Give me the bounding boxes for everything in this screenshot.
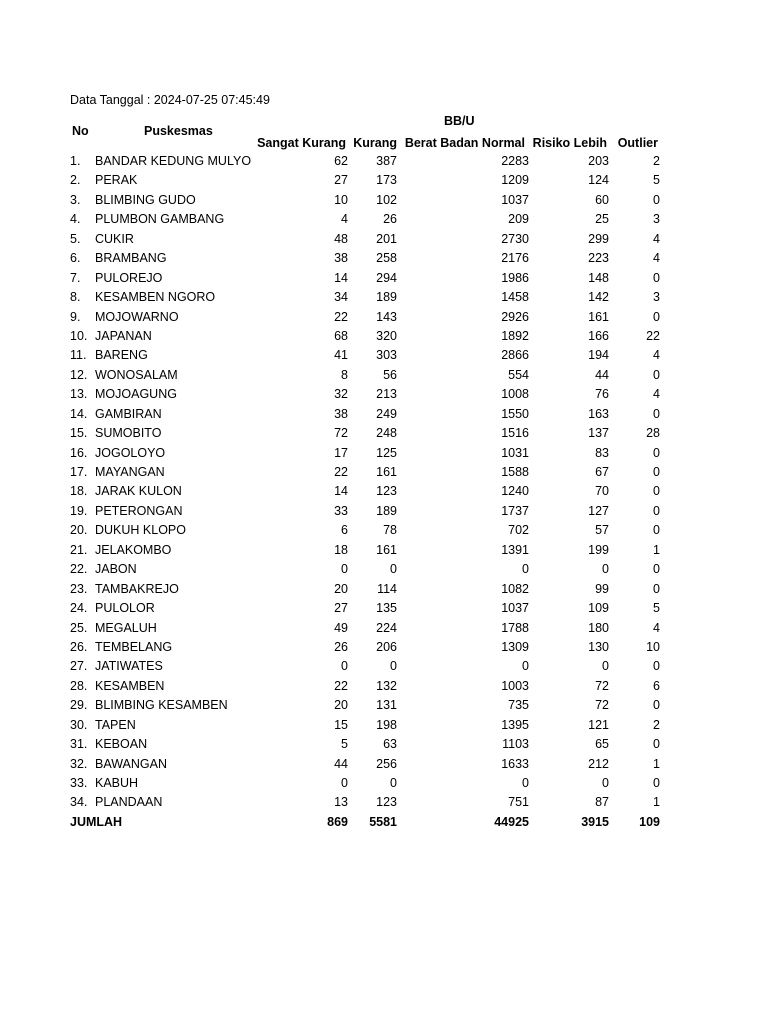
table-row — [0, 210, 768, 229]
column-header-sangat-kurang: Sangat Kurang — [257, 136, 346, 150]
row-number: 30. — [70, 717, 88, 732]
kurang-value: 201 — [376, 231, 397, 246]
row-number: 10. — [70, 328, 88, 343]
table-row — [0, 502, 768, 521]
risiko-lebih-value: 72 — [595, 698, 609, 713]
sangat-kurang-value: 62 — [334, 154, 348, 168]
row-number: 14. — [70, 406, 88, 421]
risiko-lebih-value: 83 — [595, 445, 609, 460]
outlier-value: 22 — [646, 328, 660, 343]
kurang-value: 294 — [376, 270, 397, 285]
berat-badan-normal-value: 2730 — [501, 231, 529, 246]
table-row — [0, 638, 768, 657]
berat-badan-normal-value: 554 — [508, 367, 529, 382]
row-number: 9. — [70, 309, 81, 324]
outlier-value: 0 — [653, 776, 660, 790]
table-row — [0, 288, 768, 307]
kurang-value: 213 — [376, 387, 397, 402]
row-number: 11. — [70, 348, 87, 363]
row-number: 15. — [70, 426, 88, 441]
puskesmas-name: MOJOAGUNG — [95, 387, 177, 402]
table-row — [0, 405, 768, 424]
total-sangat-kurang: 869 — [327, 815, 348, 829]
table-row — [0, 152, 768, 171]
row-number: 34. — [70, 795, 88, 810]
table-row — [0, 541, 768, 560]
total-label: JUMLAH — [70, 815, 123, 829]
puskesmas-name: BRAMBANG — [95, 251, 167, 266]
row-number: 7. — [70, 270, 81, 285]
risiko-lebih-value: 203 — [588, 154, 609, 168]
outlier-value: 3 — [653, 290, 660, 305]
berat-badan-normal-value: 1788 — [501, 620, 529, 635]
risiko-lebih-value: 161 — [588, 309, 609, 324]
outlier-value: 4 — [653, 251, 660, 266]
berat-badan-normal-value: 1082 — [501, 581, 529, 596]
risiko-lebih-value: 87 — [595, 795, 609, 810]
table-row — [0, 482, 768, 501]
table-row — [0, 677, 768, 696]
sangat-kurang-value: 0 — [341, 659, 348, 674]
outlier-value: 0 — [653, 445, 660, 460]
risiko-lebih-value: 109 — [588, 601, 609, 616]
outlier-value: 2 — [653, 717, 660, 732]
berat-badan-normal-value: 1003 — [501, 678, 529, 693]
table-row — [0, 327, 768, 346]
row-number: 8. — [70, 290, 81, 305]
puskesmas-name: TAPEN — [95, 717, 136, 732]
sangat-kurang-value: 27 — [334, 601, 348, 616]
berat-badan-normal-value: 2176 — [501, 251, 529, 266]
outlier-value: 1 — [653, 756, 660, 771]
row-number: 33. — [70, 776, 88, 790]
outlier-value: 4 — [653, 231, 660, 246]
table-row — [0, 716, 768, 735]
berat-badan-normal-value: 0 — [522, 659, 529, 674]
row-number: 2. — [70, 173, 81, 188]
outlier-value: 0 — [653, 659, 660, 674]
sangat-kurang-value: 44 — [334, 756, 348, 771]
total-berat-badan-normal: 44925 — [494, 815, 529, 829]
berat-badan-normal-value: 1209 — [501, 173, 529, 188]
risiko-lebih-value: 65 — [595, 737, 609, 752]
table-row — [0, 463, 768, 482]
row-number: 4. — [70, 212, 81, 227]
outlier-value: 0 — [653, 737, 660, 752]
kurang-value: 173 — [376, 173, 397, 188]
risiko-lebih-value: 137 — [588, 426, 609, 441]
outlier-value: 5 — [653, 601, 660, 616]
outlier-value: 4 — [653, 348, 660, 363]
outlier-value: 0 — [653, 581, 660, 596]
table-row — [0, 308, 768, 327]
outlier-value: 3 — [653, 212, 660, 227]
puskesmas-name: JOGOLOYO — [95, 445, 166, 460]
sangat-kurang-value: 15 — [334, 717, 348, 732]
outlier-value: 0 — [653, 270, 660, 285]
puskesmas-name: KABUH — [95, 776, 139, 790]
table-row — [0, 444, 768, 463]
risiko-lebih-value: 70 — [595, 484, 609, 499]
column-header-kurang: Kurang — [353, 136, 397, 150]
row-number: 20. — [70, 523, 88, 538]
table-row — [0, 735, 768, 754]
sangat-kurang-value: 38 — [334, 406, 348, 421]
sangat-kurang-value: 18 — [334, 542, 348, 557]
sangat-kurang-value: 26 — [334, 639, 348, 654]
row-number: 27. — [70, 659, 88, 674]
puskesmas-name: BLIMBING KESAMBEN — [95, 698, 228, 713]
table-row — [0, 191, 768, 210]
kurang-value: 135 — [376, 601, 397, 616]
data-timestamp: Data Tanggal : 2024-07-25 07:45:49 — [70, 93, 270, 107]
kurang-value: 0 — [390, 562, 397, 577]
outlier-value: 4 — [653, 387, 660, 402]
risiko-lebih-value: 223 — [588, 251, 609, 266]
outlier-value: 10 — [646, 639, 660, 654]
puskesmas-name: PLUMBON GAMBANG — [95, 212, 225, 227]
kurang-value: 224 — [376, 620, 397, 635]
risiko-lebih-value: 212 — [588, 756, 609, 771]
outlier-value: 2 — [653, 154, 660, 168]
sangat-kurang-value: 68 — [334, 328, 348, 343]
table-row — [0, 696, 768, 715]
kurang-value: 0 — [390, 776, 397, 790]
risiko-lebih-value: 67 — [595, 465, 609, 479]
outlier-value: 0 — [653, 406, 660, 421]
row-number: 28. — [70, 678, 88, 693]
kurang-value: 114 — [377, 581, 397, 596]
row-number: 1. — [70, 154, 81, 168]
row-number: 17. — [70, 465, 88, 479]
table-row — [0, 774, 768, 793]
kurang-value: 161 — [376, 465, 397, 479]
kurang-value: 189 — [376, 290, 397, 305]
risiko-lebih-value: 180 — [588, 620, 609, 635]
risiko-lebih-value: 44 — [595, 367, 609, 382]
berat-badan-normal-value: 1031 — [501, 445, 529, 460]
row-number: 5. — [70, 231, 81, 246]
puskesmas-name: KESAMBEN NGORO — [95, 290, 216, 305]
outlier-value: 0 — [653, 523, 660, 538]
row-number: 19. — [70, 503, 88, 518]
table-row — [0, 580, 768, 599]
table-row — [0, 424, 768, 443]
kurang-value: 0 — [390, 659, 397, 674]
kurang-value: 256 — [376, 756, 397, 771]
berat-badan-normal-value: 1037 — [501, 192, 529, 207]
row-number: 23. — [70, 581, 88, 596]
row-number: 31. — [70, 737, 88, 752]
row-number: 13. — [70, 387, 88, 402]
kurang-value: 123 — [376, 484, 397, 499]
table-row — [0, 366, 768, 385]
sangat-kurang-value: 34 — [334, 290, 348, 305]
risiko-lebih-value: 124 — [588, 173, 609, 188]
puskesmas-name: WONOSALAM — [95, 367, 178, 382]
puskesmas-name: SUMOBITO — [95, 426, 162, 441]
outlier-value: 0 — [653, 192, 660, 207]
table-row — [0, 249, 768, 268]
total-outlier: 109 — [639, 815, 660, 829]
table-row — [0, 521, 768, 540]
berat-badan-normal-value: 1240 — [501, 484, 529, 499]
berat-badan-normal-value: 1516 — [501, 426, 529, 441]
outlier-value: 0 — [653, 465, 660, 479]
puskesmas-name: DUKUH KLOPO — [95, 523, 186, 538]
sangat-kurang-value: 72 — [334, 426, 348, 441]
kurang-value: 132 — [376, 678, 397, 693]
puskesmas-name: KESAMBEN — [95, 678, 165, 693]
table-body — [0, 152, 768, 813]
row-number: 24. — [70, 601, 88, 616]
puskesmas-name: PERAK — [95, 173, 138, 188]
kurang-value: 26 — [383, 212, 397, 227]
sangat-kurang-value: 17 — [334, 445, 348, 460]
sangat-kurang-value: 4 — [341, 212, 348, 227]
row-number: 32. — [70, 756, 88, 771]
sangat-kurang-value: 32 — [334, 387, 348, 402]
table-row — [0, 230, 768, 249]
sangat-kurang-value: 41 — [334, 348, 348, 363]
puskesmas-name: MAYANGAN — [95, 465, 165, 479]
berat-badan-normal-value: 2283 — [501, 154, 529, 168]
table-row — [0, 346, 768, 365]
sangat-kurang-value: 20 — [334, 698, 348, 713]
berat-badan-normal-value: 1737 — [501, 503, 529, 518]
puskesmas-name: JABON — [95, 562, 137, 577]
table-row — [0, 755, 768, 774]
sangat-kurang-value: 10 — [334, 192, 348, 207]
risiko-lebih-value: 0 — [602, 562, 609, 577]
risiko-lebih-value: 148 — [588, 270, 609, 285]
row-number: 18. — [70, 484, 88, 499]
kurang-value: 303 — [376, 348, 397, 363]
berat-badan-normal-value: 1395 — [501, 717, 529, 732]
risiko-lebih-value: 194 — [588, 348, 609, 363]
risiko-lebih-value: 166 — [588, 328, 609, 343]
puskesmas-name: BAWANGAN — [95, 756, 167, 771]
column-header-risiko-lebih: Risiko Lebih — [532, 136, 607, 150]
berat-badan-normal-value: 1008 — [501, 387, 529, 402]
table-row — [0, 385, 768, 404]
puskesmas-name: JATIWATES — [95, 659, 163, 674]
kurang-value: 248 — [376, 426, 397, 441]
column-header-no: No — [72, 124, 89, 138]
column-header-berat-badan-normal: Berat Badan Normal — [404, 136, 525, 150]
row-number: 6. — [70, 251, 81, 266]
table-row — [0, 793, 768, 812]
kurang-value: 78 — [383, 523, 397, 538]
row-number: 3. — [70, 192, 81, 207]
kurang-value: 63 — [383, 737, 397, 752]
risiko-lebih-value: 121 — [588, 717, 609, 732]
kurang-value: 123 — [376, 795, 397, 810]
outlier-value: 5 — [653, 173, 660, 188]
puskesmas-name: JELAKOMBO — [95, 542, 172, 557]
table-row — [0, 619, 768, 638]
berat-badan-normal-value: 1633 — [501, 756, 529, 771]
berat-badan-normal-value: 209 — [508, 212, 529, 227]
berat-badan-normal-value: 0 — [522, 776, 529, 790]
puskesmas-name: CUKIR — [95, 231, 134, 246]
table-row — [0, 560, 768, 579]
puskesmas-name: JAPANAN — [95, 328, 152, 343]
kurang-value: 198 — [376, 717, 397, 732]
sangat-kurang-value: 48 — [334, 231, 348, 246]
risiko-lebih-value: 130 — [588, 639, 609, 654]
risiko-lebih-value: 57 — [595, 523, 609, 538]
berat-badan-normal-value: 1037 — [501, 601, 529, 616]
kurang-value: 387 — [376, 154, 397, 168]
berat-badan-normal-value: 1892 — [501, 328, 529, 343]
risiko-lebih-value: 76 — [595, 387, 609, 402]
risiko-lebih-value: 60 — [595, 192, 609, 207]
sangat-kurang-value: 14 — [334, 484, 348, 499]
table-row — [0, 657, 768, 676]
risiko-lebih-value: 72 — [595, 678, 609, 693]
puskesmas-name: GAMBIRAN — [95, 406, 162, 421]
outlier-value: 4 — [653, 620, 660, 635]
column-header-outlier: Outlier — [617, 136, 658, 150]
sangat-kurang-value: 38 — [334, 251, 348, 266]
berat-badan-normal-value: 735 — [508, 698, 529, 713]
kurang-value: 320 — [376, 328, 397, 343]
kurang-value: 125 — [376, 445, 397, 460]
puskesmas-name: MEGALUH — [95, 620, 157, 635]
berat-badan-normal-value: 1103 — [502, 737, 529, 752]
risiko-lebih-value: 0 — [602, 776, 609, 790]
berat-badan-normal-value: 702 — [508, 523, 529, 538]
row-number: 22. — [70, 562, 88, 577]
berat-badan-normal-value: 1309 — [501, 639, 529, 654]
sangat-kurang-value: 5 — [341, 737, 348, 752]
table-row — [0, 269, 768, 288]
kurang-value: 206 — [376, 639, 397, 654]
kurang-value: 131 — [376, 698, 397, 713]
outlier-value: 1 — [653, 795, 660, 810]
risiko-lebih-value: 163 — [588, 406, 609, 421]
puskesmas-name: TEMBELANG — [95, 639, 173, 654]
puskesmas-name: JARAK KULON — [95, 484, 182, 499]
berat-badan-normal-value: 1550 — [501, 406, 529, 421]
outlier-value: 6 — [653, 678, 660, 693]
outlier-value: 0 — [653, 503, 660, 518]
sangat-kurang-value: 33 — [334, 503, 348, 518]
berat-badan-normal-value: 1588 — [501, 465, 529, 479]
total-risiko-lebih: 3915 — [581, 815, 609, 829]
kurang-value: 161 — [376, 542, 397, 557]
risiko-lebih-value: 299 — [588, 231, 609, 246]
total-kurang: 5581 — [369, 815, 397, 829]
row-number: 16. — [70, 445, 88, 460]
kurang-value: 249 — [376, 406, 397, 421]
sangat-kurang-value: 13 — [334, 795, 348, 810]
outlier-value: 0 — [653, 367, 660, 382]
kurang-value: 102 — [376, 192, 397, 207]
berat-badan-normal-value: 751 — [508, 795, 529, 810]
column-group-header-bbu: BB/U — [444, 114, 475, 128]
risiko-lebih-value: 199 — [588, 542, 609, 557]
sangat-kurang-value: 0 — [341, 562, 348, 577]
puskesmas-name: BANDAR KEDUNG MULYO — [95, 154, 252, 168]
column-header-puskesmas: Puskesmas — [144, 124, 213, 138]
puskesmas-name: PULOLOR — [95, 601, 155, 616]
sangat-kurang-value: 20 — [334, 581, 348, 596]
puskesmas-name: KEBOAN — [95, 737, 148, 752]
outlier-value: 0 — [653, 698, 660, 713]
puskesmas-name: BLIMBING GUDO — [95, 192, 196, 207]
risiko-lebih-value: 25 — [595, 212, 609, 227]
sangat-kurang-value: 27 — [334, 173, 348, 188]
kurang-value: 56 — [383, 367, 397, 382]
puskesmas-name: BARENG — [95, 348, 148, 363]
sangat-kurang-value: 22 — [334, 678, 348, 693]
sangat-kurang-value: 22 — [334, 465, 348, 479]
outlier-value: 0 — [653, 562, 660, 577]
berat-badan-normal-value: 2926 — [501, 309, 529, 324]
table-row — [0, 171, 768, 190]
risiko-lebih-value: 99 — [595, 581, 609, 596]
row-number: 21. — [70, 542, 88, 557]
berat-badan-normal-value: 1391 — [501, 542, 529, 557]
row-number: 26. — [70, 639, 88, 654]
kurang-value: 143 — [376, 309, 397, 324]
puskesmas-name: TAMBAKREJO — [95, 581, 179, 596]
puskesmas-name: PETERONGAN — [95, 503, 183, 518]
berat-badan-normal-value: 0 — [522, 562, 529, 577]
row-number: 12. — [70, 367, 88, 382]
outlier-value: 1 — [653, 542, 660, 557]
puskesmas-name: PLANDAAN — [95, 795, 163, 810]
sangat-kurang-value: 6 — [341, 523, 348, 538]
outlier-value: 28 — [646, 426, 660, 441]
puskesmas-name: PULOREJO — [95, 270, 163, 285]
risiko-lebih-value: 142 — [588, 290, 609, 305]
kurang-value: 189 — [376, 503, 397, 518]
risiko-lebih-value: 127 — [588, 503, 609, 518]
sangat-kurang-value: 49 — [334, 620, 348, 635]
puskesmas-name: MOJOWARNO — [95, 309, 179, 324]
berat-badan-normal-value: 2866 — [501, 348, 529, 363]
kurang-value: 258 — [376, 251, 397, 266]
sangat-kurang-value: 22 — [334, 309, 348, 324]
total-row — [0, 813, 768, 833]
sangat-kurang-value: 0 — [341, 776, 348, 790]
row-number: 25. — [70, 620, 88, 635]
sangat-kurang-value: 8 — [341, 367, 348, 382]
sangat-kurang-value: 14 — [334, 270, 348, 285]
row-number: 29. — [70, 698, 88, 713]
risiko-lebih-value: 0 — [602, 659, 609, 674]
berat-badan-normal-value: 1986 — [501, 270, 529, 285]
outlier-value: 0 — [653, 309, 660, 324]
berat-badan-normal-value: 1458 — [501, 290, 529, 305]
outlier-value: 0 — [653, 484, 660, 499]
table-row — [0, 599, 768, 618]
